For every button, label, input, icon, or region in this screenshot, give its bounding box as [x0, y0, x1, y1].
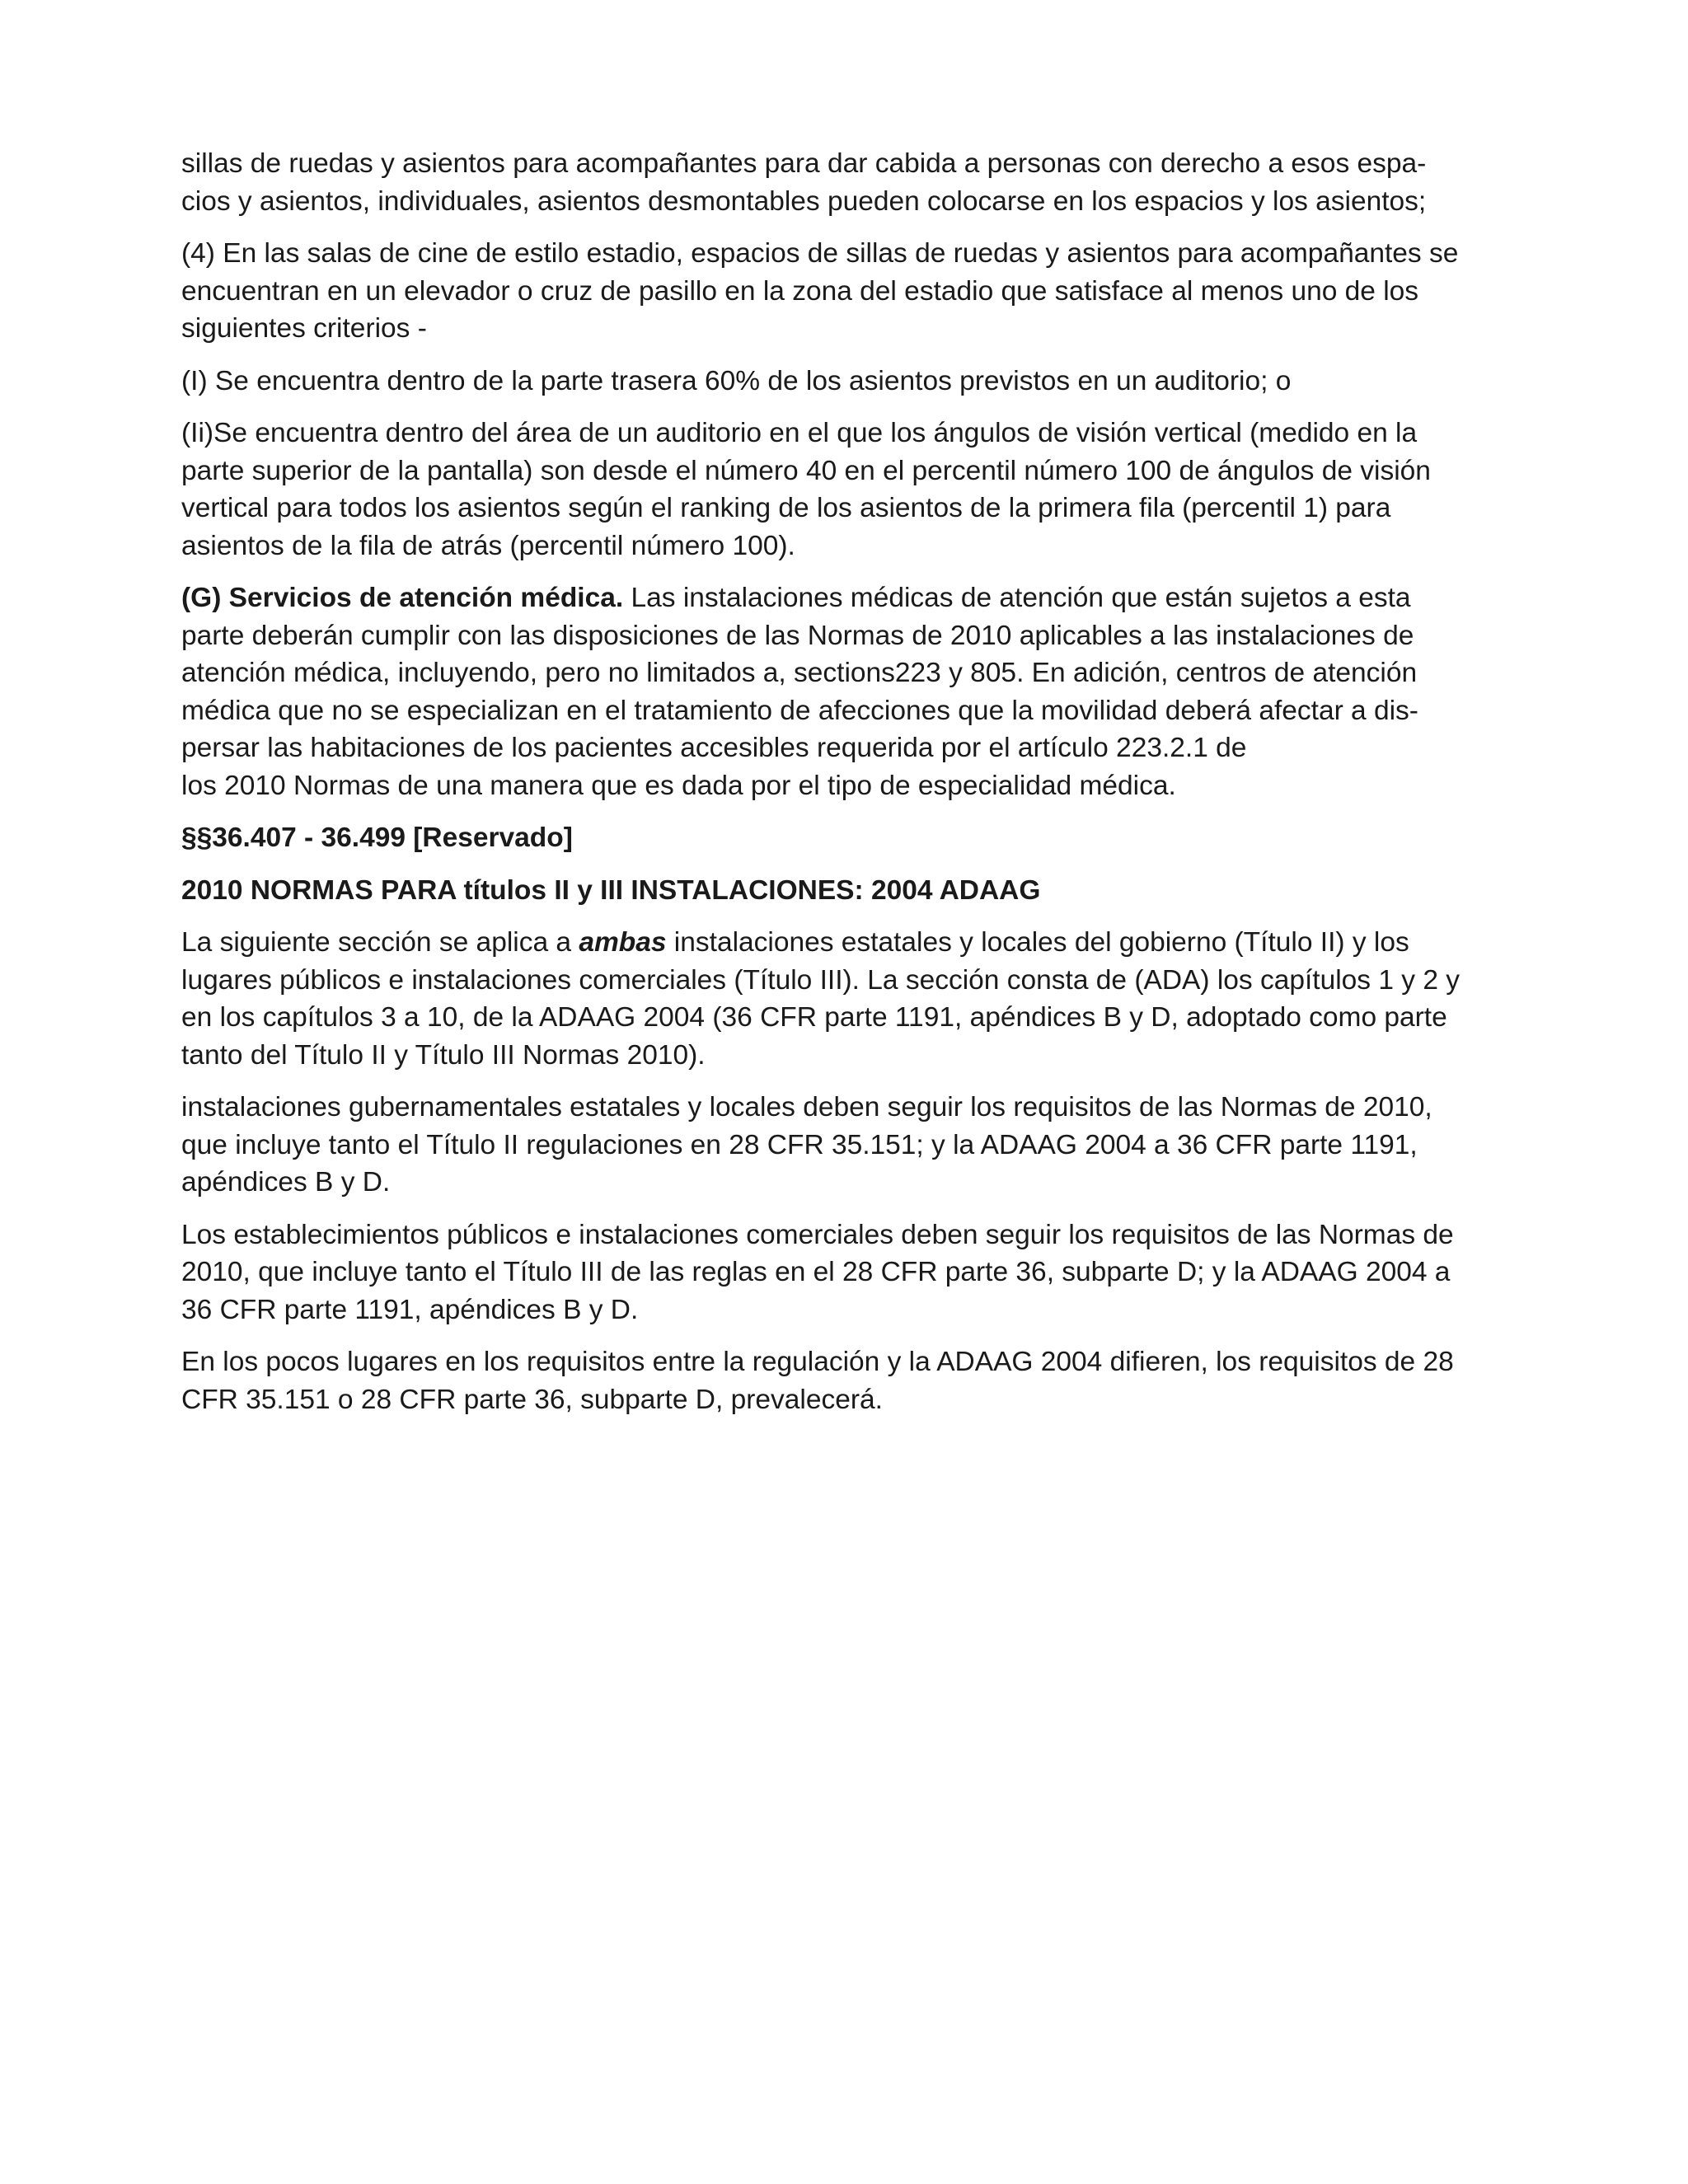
- paragraph-criterion-ii: [181, 415, 1517, 565]
- text-line: sillas de ruedas y asientos para acompañantes para dar cabida a personas con derecho a esos espa-: [181, 148, 1427, 179]
- text-line: (Ii)Se encuentra dentro del área de un auditorio en el que los ángulos de visión vertical (medido en la: [181, 418, 1418, 448]
- medical-care-lead: (G) Servicios de atención médica.: [181, 583, 624, 613]
- text-run: instalaciones estatales y locales del gobierno (Título II) y los: [666, 927, 1409, 958]
- heading-text: 2010 NORMAS PARA títulos II y III INSTALACIONES: 2004 ADAAG: [181, 874, 1041, 906]
- text-line: los 2010 Normas de una manera que es dada por el tipo de especialidad médica.: [181, 770, 1176, 801]
- text-line: Los establecimientos públicos e instalaciones comerciales deben seguir los requisitos de las Normas de: [181, 1219, 1454, 1250]
- text-line: en los capítulos 3 a 10, de la ADAAG 2004 (36 CFR parte 1191, apéndices B y D, adoptado como parte: [181, 1002, 1447, 1033]
- text-line: parte deberán cumplir con las disposiciones de las Normas de 2010 aplicables a las instalaciones de: [181, 620, 1414, 651]
- text-line: 2010, que incluye tanto el Título III de las reglas en el 28 CFR parte 36, subparte D; y la ADAAG 2004 a: [181, 1257, 1451, 1287]
- document-page: [181, 145, 1517, 1433]
- section-heading-reserved: [181, 819, 1517, 857]
- text-line: parte superior de la pantalla) son desde el número 40 en el percentil número 100 de ángulos de visión: [181, 455, 1431, 486]
- text-line: persar las habitaciones de los pacientes accesibles requerida por el artículo 223.2.1 de: [181, 733, 1247, 763]
- text-line: En los pocos lugares en los requisitos entre la regulación y la ADAAG 2004 difieren, los requisitos de 28: [181, 1347, 1454, 1377]
- text-line: vertical para todos los asientos según el ranking de los asientos de la primera fila (percentil 1) para: [181, 493, 1391, 523]
- text-run: La siguiente sección se aplica a: [181, 927, 579, 958]
- paragraph-stadium-theaters: [181, 235, 1517, 348]
- text-line: que incluye tanto el Título II regulaciones en 28 CFR 35.151; y la ADAAG 2004 a 36 CFR parte 1191,: [181, 1129, 1418, 1160]
- text-line: [181, 924, 1517, 962]
- paragraph-public-accommodations: [181, 1216, 1517, 1329]
- paragraph-wheelchair-seating: [181, 145, 1517, 220]
- paragraph-applies-both: [181, 924, 1517, 1074]
- text-line: médica que no se especializan en el tratamiento de afecciones que la movilidad deberá afectar a dis-: [181, 695, 1418, 726]
- paragraph-precedence: [181, 1343, 1517, 1418]
- section-heading-2010-standards: [181, 872, 1517, 910]
- emphasis-ambas: ambas: [579, 927, 667, 958]
- paragraph-criterion-i: [181, 363, 1517, 401]
- text-line: [181, 579, 1517, 617]
- text-line: atención médica, incluyendo, pero no limitados a, sections223 y 805. En adición, centros de atención: [181, 658, 1418, 688]
- text-line: lugares públicos e instalaciones comerciales (Título III). La sección consta de (ADA) los capítulos 1 y 2 y: [181, 964, 1461, 996]
- paragraph-medical-care: [181, 579, 1517, 804]
- text-line: (I) Se encuentra dentro de la parte trasera 60% de los asientos previstos en un auditorio; o: [181, 365, 1292, 396]
- text-line: (4) En las salas de cine de estilo estadio, espacios de sillas de ruedas y asientos para acompañantes se: [181, 238, 1459, 269]
- text-line: cios y asientos, individuales, asientos desmontables pueden colocarse en los espacios y los asientos;: [181, 185, 1427, 217]
- text-line: tanto del Título II y Título III Normas 2010).: [181, 1039, 706, 1071]
- text-line: CFR 35.151 o 28 CFR parte 36, subparte D, prevalecerá.: [181, 1384, 883, 1415]
- heading-text: §§36.407 - 36.499 [Reservado]: [181, 823, 573, 853]
- text-line: apéndices B y D.: [181, 1167, 391, 1197]
- text-line: instalaciones gubernamentales estatales y locales deben seguir los requisitos de las Normas de 2010,: [181, 1092, 1432, 1122]
- text-line: encuentran en un elevador o cruz de pasillo en la zona del estadio que satisface al menos uno de los: [181, 275, 1419, 307]
- text-line: asientos de la fila de atrás (percentil número 100).: [181, 530, 795, 561]
- text-run: Las instalaciones médicas de atención que están sujetos a esta: [623, 583, 1411, 613]
- text-line: 36 CFR parte 1191, apéndices B y D.: [181, 1294, 639, 1325]
- text-line: siguientes criterios -: [181, 313, 427, 344]
- paragraph-government-facilities: [181, 1089, 1517, 1202]
